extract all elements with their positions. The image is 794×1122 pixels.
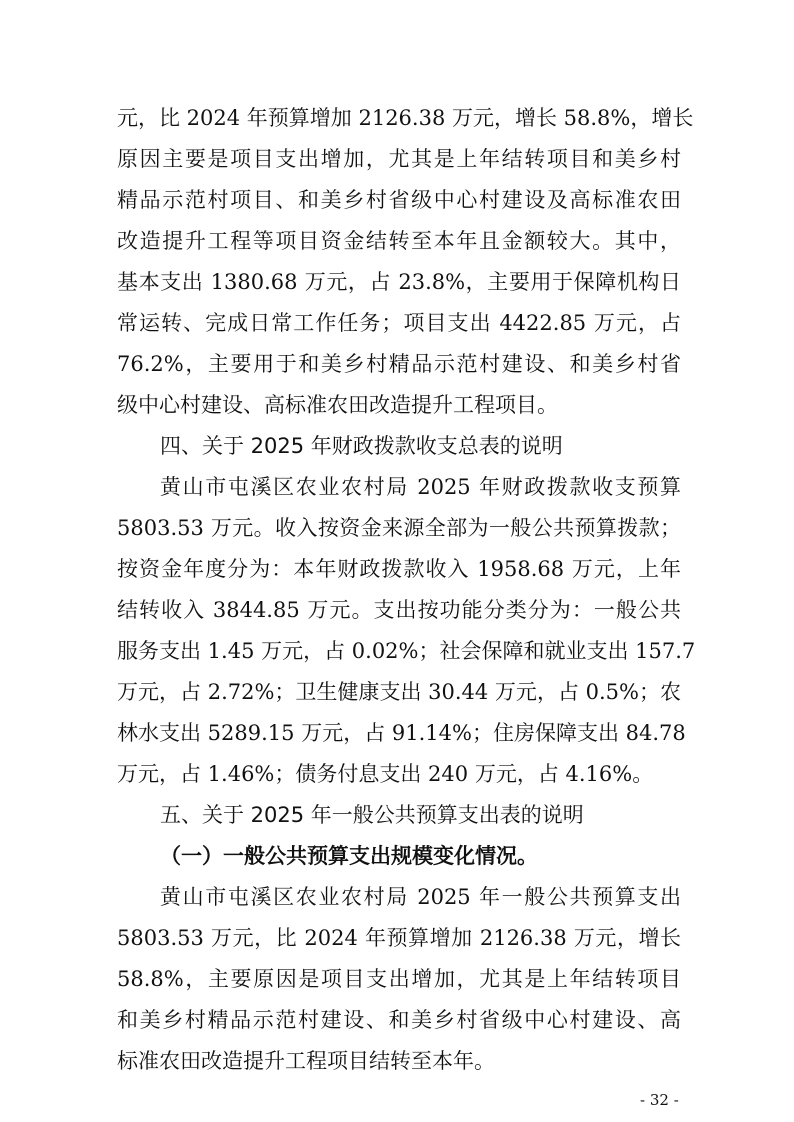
paragraph-line: 5803.53 万元。收入按资金来源全部为一般公共预算拨款； (117, 516, 681, 540)
paragraph-line: 标准农田改造提升工程项目结转至本年。 (117, 1049, 495, 1073)
paragraph-line: 林水支出 5289.15 万元，占 91.14%；住房保障支出 84.78 (117, 721, 686, 745)
paragraph-line: 服务支出 1.45 万元，占 0.02%；社会保障和就业支出 157.7 (117, 639, 696, 663)
paragraph-line: 结转收入 3844.85 万元。支出按功能分类分为：一般公共 (117, 598, 681, 622)
page-number: - 32 - (640, 1091, 679, 1109)
paragraph-line: 级中心村建设、高标准农田改造提升工程项目。 (117, 393, 558, 417)
paragraph-line: 常运转、完成日常工作任务；项目支出 4422.85 万元，占 (117, 311, 681, 335)
paragraph-line: 基本支出 1380.68 万元，占 23.8%，主要用于保障机构日 (117, 270, 681, 294)
paragraph-line: 精品示范村项目、和美乡村省级中心村建设及高标准农田 (117, 188, 681, 212)
paragraph-line: 76.2%，主要用于和美乡村精品示范村建设、和美乡村省 (117, 352, 681, 376)
subsection-heading: （一）一般公共预算支出规模变化情况。 (160, 843, 538, 868)
paragraph-line: 5803.53 万元，比 2024 年预算增加 2126.38 万元，增长 (117, 926, 681, 950)
paragraph-line: 和美乡村精品示范村建设、和美乡村省级中心村建设、高 (117, 1008, 681, 1032)
section-heading: 五、关于 2025 年一般公共预算支出表的说明 (160, 803, 584, 827)
paragraph-line: 元，比 2024 年预算增加 2126.38 万元，增长 58.8%，增长 (117, 106, 694, 130)
paragraph-line: 按资金年度分为：本年财政拨款收入 1958.68 万元，上年 (117, 557, 681, 581)
paragraph-line: 58.8%，主要原因是项目支出增加，尤其是上年结转项目 (117, 967, 681, 991)
paragraph-line: 万元，占 1.46%；债务付息支出 240 万元，占 4.16%。 (117, 762, 654, 786)
paragraph-line: 万元，占 2.72%；卫生健康支出 30.44 万元，占 0.5%；农 (117, 680, 681, 704)
paragraph-line: 黄山市屯溪区农业农村局 2025 年财政拨款收支预算 (160, 475, 681, 499)
paragraph-line: 改造提升工程等项目资金结转至本年且金额较大。其中， (117, 229, 681, 253)
paragraph-line: 原因主要是项目支出增加，尤其是上年结转项目和美乡村 (117, 147, 681, 171)
section-heading: 四、关于 2025 年财政拨款收支总表的说明 (160, 434, 563, 458)
paragraph-line: 黄山市屯溪区农业农村局 2025 年一般公共预算支出 (160, 885, 681, 909)
